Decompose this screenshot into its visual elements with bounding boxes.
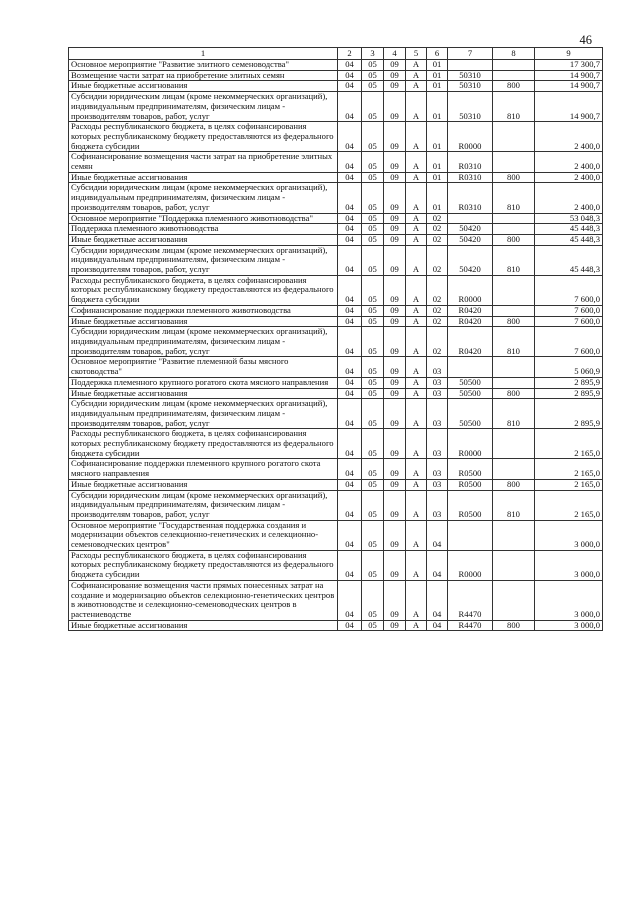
item-name-cell: Иные бюджетные ассигнования bbox=[69, 81, 338, 92]
code-cell: А bbox=[406, 305, 427, 316]
amount-cell: 3 000,0 bbox=[535, 580, 603, 620]
amount-cell: 2 400,0 bbox=[535, 172, 603, 183]
table-row bbox=[69, 92, 603, 122]
code-cell: 03 bbox=[427, 429, 448, 459]
code-cell: 05 bbox=[362, 92, 384, 122]
item-name-cell: Иные бюджетные ассигнования bbox=[69, 620, 338, 631]
code-cell: 03 bbox=[427, 357, 448, 377]
item-name-cell: Субсидии юридическим лицам (кроме некоммерческих организаций), индивидуальным предпринимателям, физическим лицам - производителям товаров, работ, услуг bbox=[69, 490, 338, 520]
item-name-cell: Иные бюджетные ассигнования bbox=[69, 316, 338, 327]
table-row bbox=[69, 305, 603, 316]
expense-type-cell: 810 bbox=[493, 327, 535, 357]
code-cell: 04 bbox=[338, 490, 362, 520]
code-cell: 04 bbox=[338, 580, 362, 620]
table-row bbox=[69, 327, 603, 357]
expense-type-cell bbox=[493, 429, 535, 459]
target-code-cell: R4470 bbox=[448, 580, 493, 620]
table-row bbox=[69, 224, 603, 235]
code-cell: 01 bbox=[427, 70, 448, 81]
column-header: 8 bbox=[493, 48, 535, 60]
amount-cell: 5 060,9 bbox=[535, 357, 603, 377]
item-name-cell: Субсидии юридическим лицам (кроме некоммерческих организаций), индивидуальным предпринимателям, физическим лицам - производителям товаров, работ, услуг bbox=[69, 183, 338, 213]
table-row bbox=[69, 459, 603, 479]
budget-table bbox=[68, 47, 603, 631]
code-cell: А bbox=[406, 92, 427, 122]
table-row bbox=[69, 388, 603, 399]
table-row bbox=[69, 479, 603, 490]
code-cell: 04 bbox=[338, 620, 362, 631]
code-cell: 04 bbox=[338, 152, 362, 172]
code-cell: 01 bbox=[427, 60, 448, 71]
code-cell: 04 bbox=[338, 245, 362, 275]
target-code-cell: R0420 bbox=[448, 305, 493, 316]
item-name-cell: Иные бюджетные ассигнования bbox=[69, 172, 338, 183]
code-cell: 09 bbox=[384, 429, 406, 459]
code-cell: 05 bbox=[362, 60, 384, 71]
amount-cell: 2 400,0 bbox=[535, 122, 603, 152]
item-name-cell: Иные бюджетные ассигнования bbox=[69, 234, 338, 245]
table-row bbox=[69, 213, 603, 224]
code-cell: 05 bbox=[362, 620, 384, 631]
code-cell: А bbox=[406, 327, 427, 357]
expense-type-cell bbox=[493, 70, 535, 81]
code-cell: 02 bbox=[427, 275, 448, 305]
code-cell: 04 bbox=[338, 92, 362, 122]
code-cell: 04 bbox=[338, 316, 362, 327]
expense-type-cell: 810 bbox=[493, 183, 535, 213]
code-cell: 04 bbox=[338, 60, 362, 71]
target-code-cell: R0420 bbox=[448, 327, 493, 357]
item-name-cell: Поддержка племенного животноводства bbox=[69, 224, 338, 235]
code-cell: А bbox=[406, 81, 427, 92]
code-cell: 01 bbox=[427, 92, 448, 122]
code-cell: 04 bbox=[338, 234, 362, 245]
item-name-cell: Основное мероприятие "Развитие племенной базы мясного скотоводства" bbox=[69, 357, 338, 377]
target-code-cell bbox=[448, 213, 493, 224]
code-cell: 05 bbox=[362, 580, 384, 620]
table-row bbox=[69, 152, 603, 172]
code-cell: 05 bbox=[362, 245, 384, 275]
code-cell: А bbox=[406, 550, 427, 580]
code-cell: 05 bbox=[362, 224, 384, 235]
table-row bbox=[69, 172, 603, 183]
item-name-cell: Иные бюджетные ассигнования bbox=[69, 479, 338, 490]
code-cell: А bbox=[406, 399, 427, 429]
code-cell: 03 bbox=[427, 459, 448, 479]
code-cell: 05 bbox=[362, 213, 384, 224]
amount-cell: 2 895,9 bbox=[535, 377, 603, 388]
code-cell: 04 bbox=[338, 305, 362, 316]
target-code-cell: 50310 bbox=[448, 81, 493, 92]
code-cell: А bbox=[406, 234, 427, 245]
code-cell: 09 bbox=[384, 152, 406, 172]
item-name-cell: Субсидии юридическим лицам (кроме некоммерческих организаций), индивидуальным предпринимателям, физическим лицам - производителям товаров, работ, услуг bbox=[69, 399, 338, 429]
column-header: 9 bbox=[535, 48, 603, 60]
code-cell: 05 bbox=[362, 550, 384, 580]
code-cell: 04 bbox=[338, 388, 362, 399]
code-cell: 02 bbox=[427, 327, 448, 357]
code-cell: 09 bbox=[384, 213, 406, 224]
column-header: 7 bbox=[448, 48, 493, 60]
table-row bbox=[69, 490, 603, 520]
table-row bbox=[69, 245, 603, 275]
code-cell: 09 bbox=[384, 316, 406, 327]
code-cell: 04 bbox=[338, 275, 362, 305]
code-cell: 04 bbox=[427, 580, 448, 620]
expense-type-cell: 800 bbox=[493, 234, 535, 245]
code-cell: А bbox=[406, 172, 427, 183]
code-cell: 02 bbox=[427, 245, 448, 275]
table-header-row bbox=[69, 48, 603, 60]
expense-type-cell: 800 bbox=[493, 172, 535, 183]
code-cell: А bbox=[406, 213, 427, 224]
table-row bbox=[69, 183, 603, 213]
code-cell: А bbox=[406, 245, 427, 275]
target-code-cell: R0000 bbox=[448, 275, 493, 305]
code-cell: 05 bbox=[362, 305, 384, 316]
table-body bbox=[69, 60, 603, 631]
code-cell: А bbox=[406, 183, 427, 213]
code-cell: 09 bbox=[384, 122, 406, 152]
code-cell: А bbox=[406, 152, 427, 172]
code-cell: 09 bbox=[384, 245, 406, 275]
amount-cell: 2 165,0 bbox=[535, 490, 603, 520]
code-cell: 03 bbox=[427, 479, 448, 490]
code-cell: 04 bbox=[338, 70, 362, 81]
code-cell: 09 bbox=[384, 305, 406, 316]
code-cell: А bbox=[406, 459, 427, 479]
expense-type-cell bbox=[493, 459, 535, 479]
target-code-cell: R0420 bbox=[448, 316, 493, 327]
expense-type-cell: 800 bbox=[493, 620, 535, 631]
code-cell: 05 bbox=[362, 70, 384, 81]
column-header: 5 bbox=[406, 48, 427, 60]
code-cell: 09 bbox=[384, 490, 406, 520]
item-name-cell: Расходы республиканского бюджета, в целях софинансирования которых республиканскому бюджету предоставляются из федерального бюджета субсидии bbox=[69, 122, 338, 152]
code-cell: 09 bbox=[384, 275, 406, 305]
code-cell: 09 bbox=[384, 479, 406, 490]
expense-type-cell: 810 bbox=[493, 92, 535, 122]
code-cell: 05 bbox=[362, 459, 384, 479]
expense-type-cell bbox=[493, 122, 535, 152]
code-cell: 05 bbox=[362, 172, 384, 183]
code-cell: 05 bbox=[362, 316, 384, 327]
item-name-cell: Поддержка племенного крупного рогатого скота мясного направления bbox=[69, 377, 338, 388]
amount-cell: 3 000,0 bbox=[535, 550, 603, 580]
code-cell: 05 bbox=[362, 490, 384, 520]
code-cell: 01 bbox=[427, 183, 448, 213]
item-name-cell: Расходы республиканского бюджета, в целях софинансирования которых республиканскому бюджету предоставляются из федерального бюджета субсидии bbox=[69, 550, 338, 580]
code-cell: 05 bbox=[362, 183, 384, 213]
table-row bbox=[69, 316, 603, 327]
column-header: 2 bbox=[338, 48, 362, 60]
code-cell: 09 bbox=[384, 357, 406, 377]
expense-type-cell: 800 bbox=[493, 81, 535, 92]
item-name-cell: Субсидии юридическим лицам (кроме некоммерческих организаций), индивидуальным предпринимателям, физическим лицам - производителям товаров, работ, услуг bbox=[69, 245, 338, 275]
code-cell: 02 bbox=[427, 316, 448, 327]
table-row bbox=[69, 429, 603, 459]
table-row bbox=[69, 520, 603, 550]
code-cell: 05 bbox=[362, 399, 384, 429]
amount-cell: 45 448,3 bbox=[535, 224, 603, 235]
target-code-cell: R4470 bbox=[448, 620, 493, 631]
table-row bbox=[69, 377, 603, 388]
code-cell: 04 bbox=[338, 377, 362, 388]
item-name-cell: Софинансирование возмещения части затрат на приобретение элитных семян bbox=[69, 152, 338, 172]
target-code-cell: 50420 bbox=[448, 224, 493, 235]
expense-type-cell bbox=[493, 580, 535, 620]
code-cell: 05 bbox=[362, 234, 384, 245]
expense-type-cell: 800 bbox=[493, 388, 535, 399]
table-row bbox=[69, 275, 603, 305]
expense-type-cell: 800 bbox=[493, 479, 535, 490]
code-cell: 04 bbox=[338, 429, 362, 459]
amount-cell: 3 000,0 bbox=[535, 520, 603, 550]
amount-cell: 7 600,0 bbox=[535, 305, 603, 316]
expense-type-cell bbox=[493, 550, 535, 580]
table-row bbox=[69, 580, 603, 620]
code-cell: 04 bbox=[338, 479, 362, 490]
code-cell: А bbox=[406, 60, 427, 71]
amount-cell: 14 900,7 bbox=[535, 70, 603, 81]
code-cell: 09 bbox=[384, 399, 406, 429]
code-cell: 03 bbox=[427, 399, 448, 429]
code-cell: 09 bbox=[384, 388, 406, 399]
code-cell: 09 bbox=[384, 224, 406, 235]
target-code-cell: 50310 bbox=[448, 70, 493, 81]
code-cell: 05 bbox=[362, 377, 384, 388]
code-cell: А bbox=[406, 122, 427, 152]
amount-cell: 14 900,7 bbox=[535, 81, 603, 92]
amount-cell: 2 165,0 bbox=[535, 479, 603, 490]
code-cell: 09 bbox=[384, 520, 406, 550]
page-number: 46 bbox=[579, 33, 592, 47]
code-cell: 04 bbox=[427, 520, 448, 550]
table-row bbox=[69, 60, 603, 71]
amount-cell: 14 900,7 bbox=[535, 92, 603, 122]
item-name-cell: Софинансирование поддержки племенного животноводства bbox=[69, 305, 338, 316]
code-cell: 04 bbox=[338, 81, 362, 92]
amount-cell: 2 400,0 bbox=[535, 152, 603, 172]
table-row bbox=[69, 357, 603, 377]
code-cell: 09 bbox=[384, 580, 406, 620]
expense-type-cell bbox=[493, 60, 535, 71]
code-cell: А bbox=[406, 479, 427, 490]
code-cell: 09 bbox=[384, 377, 406, 388]
target-code-cell: 50500 bbox=[448, 399, 493, 429]
code-cell: 09 bbox=[384, 234, 406, 245]
code-cell: 04 bbox=[338, 122, 362, 152]
amount-cell: 3 000,0 bbox=[535, 620, 603, 631]
item-name-cell: Софинансирование поддержки племенного крупного рогатого скота мясного направления bbox=[69, 459, 338, 479]
code-cell: 09 bbox=[384, 620, 406, 631]
target-code-cell bbox=[448, 60, 493, 71]
code-cell: 04 bbox=[338, 183, 362, 213]
column-header: 1 bbox=[69, 48, 338, 60]
code-cell: 09 bbox=[384, 81, 406, 92]
amount-cell: 7 600,0 bbox=[535, 327, 603, 357]
column-header: 3 bbox=[362, 48, 384, 60]
target-code-cell: 50500 bbox=[448, 388, 493, 399]
target-code-cell: R0000 bbox=[448, 550, 493, 580]
code-cell: 03 bbox=[427, 377, 448, 388]
code-cell: 09 bbox=[384, 70, 406, 81]
code-cell: 05 bbox=[362, 429, 384, 459]
code-cell: 04 bbox=[338, 550, 362, 580]
expense-type-cell bbox=[493, 275, 535, 305]
amount-cell: 2 895,9 bbox=[535, 399, 603, 429]
expense-type-cell: 810 bbox=[493, 490, 535, 520]
code-cell: 05 bbox=[362, 81, 384, 92]
code-cell: 02 bbox=[427, 213, 448, 224]
expense-type-cell bbox=[493, 520, 535, 550]
column-header: 6 bbox=[427, 48, 448, 60]
code-cell: 02 bbox=[427, 234, 448, 245]
table-row bbox=[69, 70, 603, 81]
table-row bbox=[69, 620, 603, 631]
amount-cell: 2 165,0 bbox=[535, 459, 603, 479]
target-code-cell: R0000 bbox=[448, 429, 493, 459]
code-cell: 09 bbox=[384, 183, 406, 213]
amount-cell: 45 448,3 bbox=[535, 234, 603, 245]
expense-type-cell: 810 bbox=[493, 399, 535, 429]
target-code-cell: R0000 bbox=[448, 122, 493, 152]
target-code-cell: R0310 bbox=[448, 172, 493, 183]
code-cell: 05 bbox=[362, 357, 384, 377]
code-cell: 09 bbox=[384, 459, 406, 479]
target-code-cell: 50310 bbox=[448, 92, 493, 122]
amount-cell: 7 600,0 bbox=[535, 316, 603, 327]
code-cell: 01 bbox=[427, 152, 448, 172]
code-cell: 05 bbox=[362, 152, 384, 172]
expense-type-cell: 800 bbox=[493, 316, 535, 327]
target-code-cell: R0500 bbox=[448, 490, 493, 520]
item-name-cell: Основное мероприятие "Развитие элитного семеноводства" bbox=[69, 60, 338, 71]
column-header: 4 bbox=[384, 48, 406, 60]
target-code-cell: R0310 bbox=[448, 183, 493, 213]
code-cell: А bbox=[406, 429, 427, 459]
table-row bbox=[69, 81, 603, 92]
amount-cell: 17 300,7 bbox=[535, 60, 603, 71]
code-cell: 09 bbox=[384, 550, 406, 580]
amount-cell: 53 048,3 bbox=[535, 213, 603, 224]
code-cell: 05 bbox=[362, 122, 384, 152]
code-cell: 04 bbox=[338, 520, 362, 550]
expense-type-cell bbox=[493, 377, 535, 388]
table-row bbox=[69, 399, 603, 429]
code-cell: А bbox=[406, 520, 427, 550]
code-cell: А bbox=[406, 620, 427, 631]
code-cell: 09 bbox=[384, 172, 406, 183]
code-cell: А bbox=[406, 357, 427, 377]
item-name-cell: Основное мероприятие "Поддержка племенного животноводства" bbox=[69, 213, 338, 224]
code-cell: А bbox=[406, 275, 427, 305]
item-name-cell: Субсидии юридическим лицам (кроме некоммерческих организаций), индивидуальным предпринимателям, физическим лицам - производителям товаров, работ, услуг bbox=[69, 92, 338, 122]
code-cell: 01 bbox=[427, 172, 448, 183]
code-cell: 05 bbox=[362, 327, 384, 357]
amount-cell: 45 448,3 bbox=[535, 245, 603, 275]
target-code-cell bbox=[448, 520, 493, 550]
target-code-cell: 50420 bbox=[448, 245, 493, 275]
amount-cell: 2 895,9 bbox=[535, 388, 603, 399]
code-cell: А bbox=[406, 224, 427, 235]
item-name-cell: Основное мероприятие "Государственная поддержка создания и модернизации объектов селекционно-генетических и селекционно-семеноводческих центров" bbox=[69, 520, 338, 550]
code-cell: А bbox=[406, 377, 427, 388]
target-code-cell: R0500 bbox=[448, 459, 493, 479]
target-code-cell: 50420 bbox=[448, 234, 493, 245]
target-code-cell bbox=[448, 357, 493, 377]
code-cell: 04 bbox=[338, 357, 362, 377]
expense-type-cell bbox=[493, 213, 535, 224]
code-cell: 01 bbox=[427, 81, 448, 92]
target-code-cell: 50500 bbox=[448, 377, 493, 388]
item-name-cell: Иные бюджетные ассигнования bbox=[69, 388, 338, 399]
expense-type-cell bbox=[493, 357, 535, 377]
code-cell: 02 bbox=[427, 224, 448, 235]
item-name-cell: Субсидии юридическим лицам (кроме некоммерческих организаций), индивидуальным предпринимателям, физическим лицам - производителям товаров, работ, услуг bbox=[69, 327, 338, 357]
code-cell: 03 bbox=[427, 388, 448, 399]
expense-type-cell bbox=[493, 305, 535, 316]
expense-type-cell bbox=[493, 224, 535, 235]
code-cell: 04 bbox=[338, 327, 362, 357]
code-cell: А bbox=[406, 316, 427, 327]
code-cell: 04 bbox=[338, 172, 362, 183]
item-name-cell: Расходы республиканского бюджета, в целях софинансирования которых республиканскому бюджету предоставляются из федерального бюджета субсидии bbox=[69, 275, 338, 305]
expense-type-cell: 810 bbox=[493, 245, 535, 275]
code-cell: 04 bbox=[338, 459, 362, 479]
item-name-cell: Расходы республиканского бюджета, в целях софинансирования которых республиканскому бюджету предоставляются из федерального бюджета субсидии bbox=[69, 429, 338, 459]
code-cell: А bbox=[406, 388, 427, 399]
code-cell: 04 bbox=[338, 224, 362, 235]
code-cell: 04 bbox=[427, 550, 448, 580]
amount-cell: 7 600,0 bbox=[535, 275, 603, 305]
item-name-cell: Софинансирование возмещения части прямых понесенных затрат на создание и модернизацию объектов селекционно-генетических центров в животноводстве и селекционно-семеноводческих центров в растениеводстве bbox=[69, 580, 338, 620]
code-cell: 09 bbox=[384, 92, 406, 122]
code-cell: А bbox=[406, 580, 427, 620]
table-row bbox=[69, 550, 603, 580]
code-cell: 09 bbox=[384, 327, 406, 357]
code-cell: 04 bbox=[338, 213, 362, 224]
target-code-cell: R0500 bbox=[448, 479, 493, 490]
amount-cell: 2 400,0 bbox=[535, 183, 603, 213]
code-cell: А bbox=[406, 490, 427, 520]
code-cell: 09 bbox=[384, 60, 406, 71]
expense-type-cell bbox=[493, 152, 535, 172]
item-name-cell: Возмещение части затрат на приобретение элитных семян bbox=[69, 70, 338, 81]
code-cell: 05 bbox=[362, 275, 384, 305]
code-cell: 01 bbox=[427, 122, 448, 152]
code-cell: 02 bbox=[427, 305, 448, 316]
code-cell: 05 bbox=[362, 479, 384, 490]
code-cell: 03 bbox=[427, 490, 448, 520]
table-row bbox=[69, 122, 603, 152]
code-cell: 05 bbox=[362, 388, 384, 399]
code-cell: 05 bbox=[362, 520, 384, 550]
table-row bbox=[69, 234, 603, 245]
code-cell: А bbox=[406, 70, 427, 81]
target-code-cell: R0310 bbox=[448, 152, 493, 172]
code-cell: 04 bbox=[338, 399, 362, 429]
code-cell: 04 bbox=[427, 620, 448, 631]
amount-cell: 2 165,0 bbox=[535, 429, 603, 459]
